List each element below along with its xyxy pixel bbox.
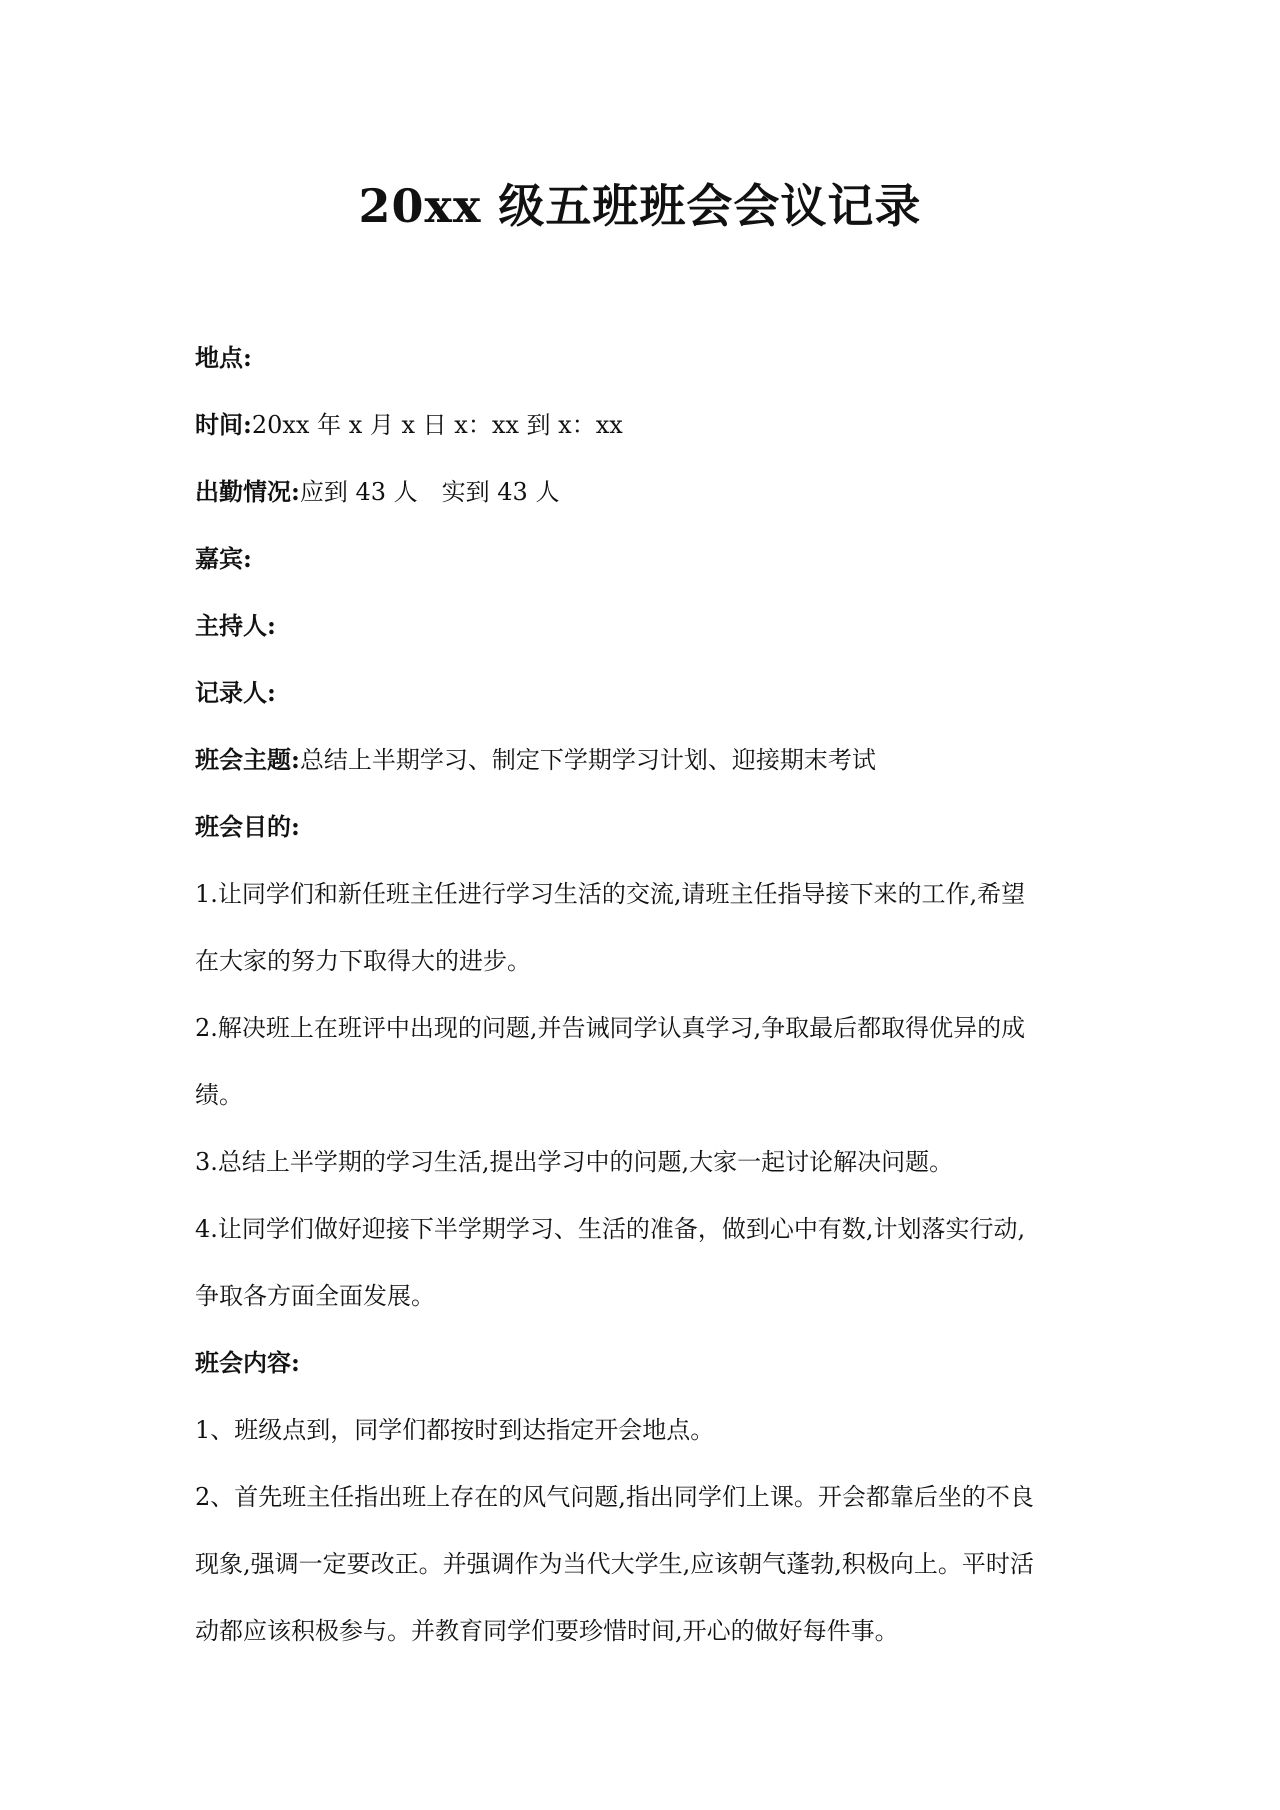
attendance-actual: 实到 43 人 bbox=[441, 478, 560, 506]
time-label: 时间: bbox=[195, 410, 252, 439]
purpose-line: 1.让同学们和新任班主任进行学习生活的交流,请班主任指导接下来的工作,希望 bbox=[195, 880, 1026, 908]
host-label: 主持人: bbox=[195, 611, 276, 640]
theme-label: 班会主题: bbox=[195, 745, 300, 774]
recorder-line bbox=[195, 673, 1095, 740]
content-heading: 班会内容: bbox=[195, 1348, 300, 1377]
purpose-line: 争取各方面全面发展。 bbox=[195, 1282, 435, 1310]
purpose-line: 3.总结上半学期的学习生活,提出学习中的问题,大家一起讨论解决问题。 bbox=[195, 1148, 954, 1176]
time-line bbox=[195, 405, 1095, 472]
time-value: 20xx 年 x 月 x 日 x：xx 到 x：xx bbox=[251, 411, 623, 439]
attendance-label: 出勤情况: bbox=[195, 477, 300, 506]
content-line: 2、首先班主任指出班上存在的风气问题,指出同学们上课。开会都靠后坐的不良 bbox=[195, 1483, 1034, 1511]
document-title: 20xx 级五班班会会议记录 bbox=[358, 179, 922, 233]
location-label: 地点: bbox=[195, 343, 252, 372]
attendance-expected: 应到 43 人 bbox=[299, 478, 418, 506]
purpose-line: 2.解决班上在班评中出现的问题,并告诫同学认真学习,争取最后都取得优异的成 bbox=[195, 1014, 1026, 1042]
theme-value: 总结上半期学习、制定下学期学习计划、迎接期末考试 bbox=[299, 746, 876, 774]
purpose-line: 绩。 bbox=[195, 1081, 243, 1109]
content-line: 动都应该积极参与。并教育同学们要珍惜时间,开心的做好每件事。 bbox=[195, 1617, 899, 1645]
purpose-heading: 班会目的: bbox=[195, 812, 300, 841]
purpose-line: 在大家的努力下取得大的进步。 bbox=[195, 947, 531, 975]
guests-line bbox=[195, 539, 1095, 606]
document-body bbox=[195, 338, 1095, 1678]
content-heading-line bbox=[195, 1343, 1095, 1410]
content-line: 1、班级点到，同学们都按时到达指定开会地点。 bbox=[195, 1416, 715, 1444]
purpose-heading-line bbox=[195, 807, 1095, 874]
host-line bbox=[195, 606, 1095, 673]
recorder-label: 记录人: bbox=[195, 678, 276, 707]
guests-label: 嘉宾: bbox=[195, 544, 252, 573]
location-line bbox=[195, 338, 1095, 405]
attendance-line bbox=[195, 472, 1095, 539]
purpose-line: 4.让同学们做好迎接下半学期学习、生活的准备，做到心中有数,计划落实行动, bbox=[195, 1215, 1026, 1243]
content-line: 现象,强调一定要改正。并强调作为当代大学生,应该朝气蓬勃,积极向上。平时活 bbox=[195, 1550, 1034, 1578]
theme-line bbox=[195, 740, 1095, 807]
